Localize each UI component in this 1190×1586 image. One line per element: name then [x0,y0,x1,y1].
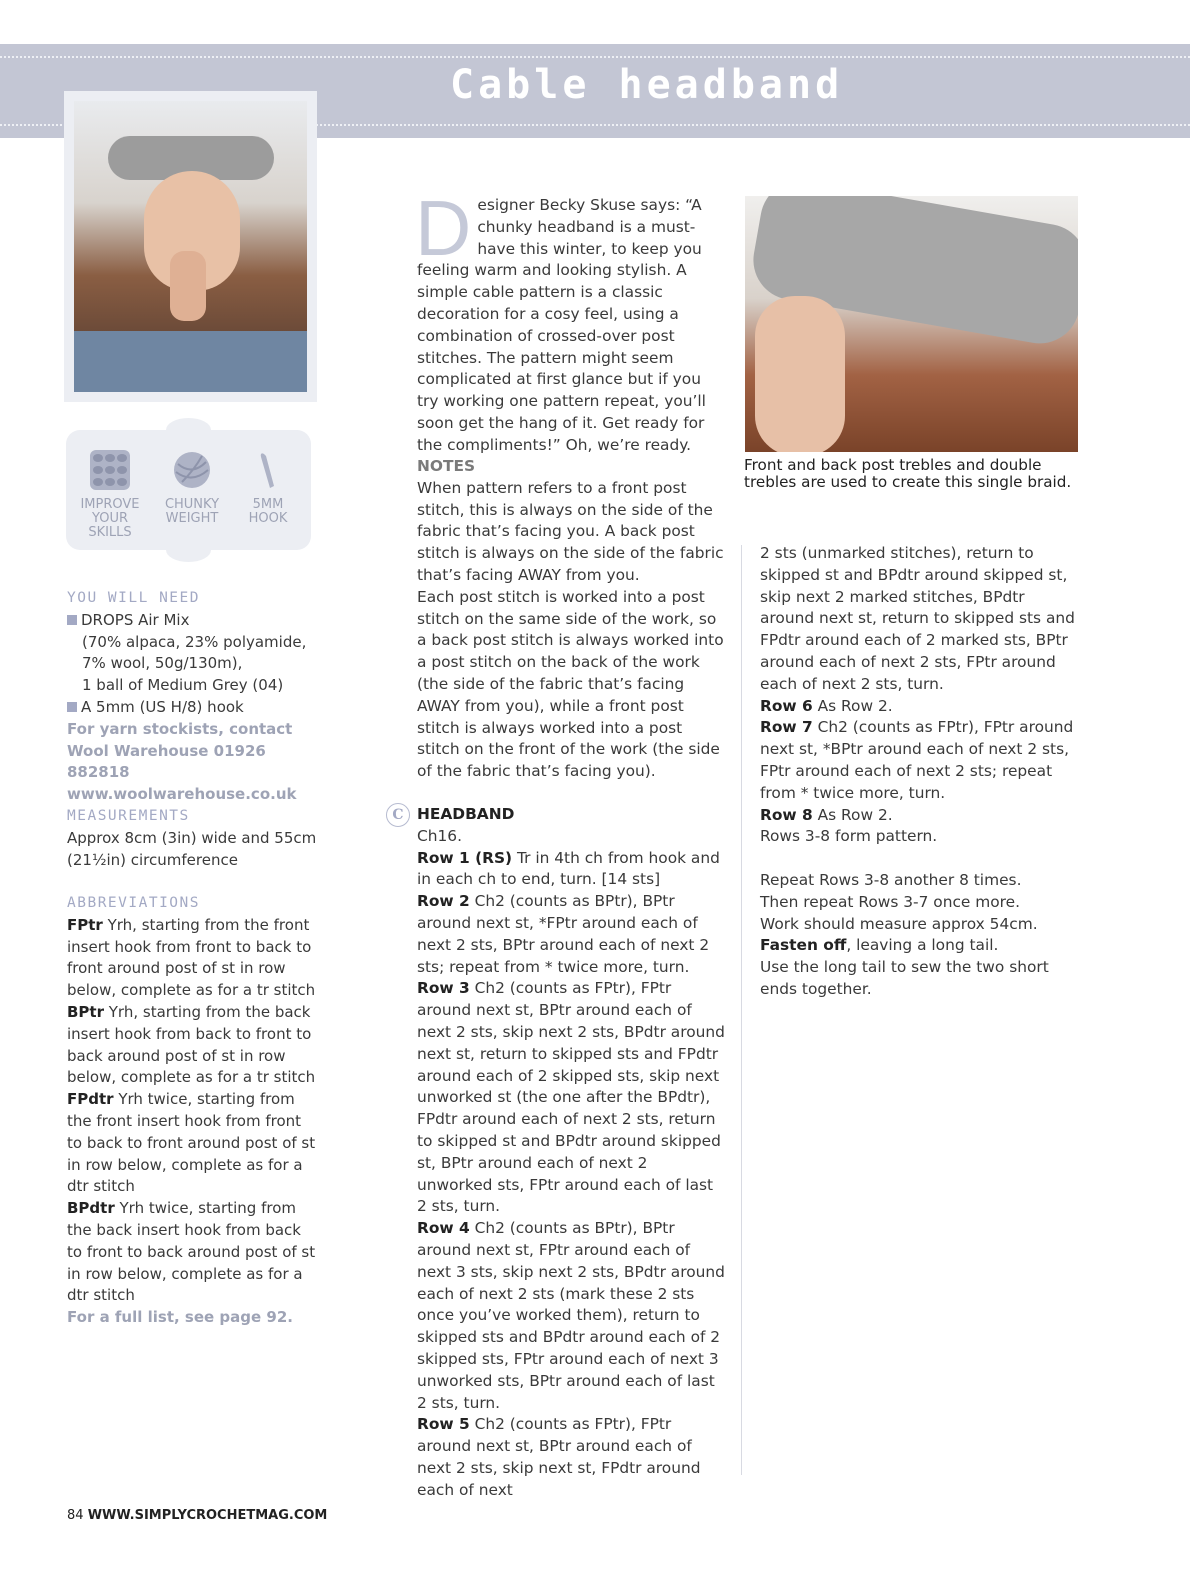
headband-pattern-col2 [760,543,1080,1001]
skill-improve-line2: YOUR SKILLS [88,511,132,540]
headband-pattern-col1 [417,804,727,1502]
yarn-ball-icon [172,450,212,490]
abbreviations-heading: ABBREVIATIONS [67,895,200,911]
skill-improve [70,450,150,540]
row-label: Row 1 (RS) [417,848,513,867]
row-label: Row 2 [417,892,470,911]
drop-cap: D [415,184,472,272]
badge-notch-top [166,418,211,442]
repeat-line-2: Then repeat Rows 3-7 once more. [760,892,1021,911]
repeat-line-1: Repeat Rows 3-8 another 8 times. [760,870,1022,889]
row-text: As Row 2. [812,805,893,824]
notes-paragraph-1: When pattern refers to a front post stitch, this is always on the side of the fabric that’s facing you. A back post stitch is always on the side of the fabric that’s facing AWAY from you. [417,478,724,584]
yarn-detail-1: (70% alpaca, 23% polyamide, [82,632,307,651]
hook-item [67,697,319,719]
row-label: Row 6 [760,696,813,715]
abbr-def: Yrh twice, starting from the front insert hook from front to back to front around post of st in row below, complete as for a dtr stitch [67,1090,316,1196]
skill-improve-label [70,498,150,540]
abbr-term: FPdtr [67,1090,114,1109]
row-text: As Row 2. [812,696,893,715]
row-text: Ch2 (counts as FPtr), FPtr around next st, BPtr around each of next 2 sts, skip next 2 sts, BPdtr around next st, return to skipped sts and FPdtr around each of 2 skipped sts, skip next unworked st (the one after the BPdtr), FPdtr around each of next 2 sts, return to skipped st and BPdtr around skipped st, BPtr around each of next 2 unworked sts, FPtr around each of last 2 sts, turn. [417,979,725,1216]
stockist-line-2: Wool Warehouse 01926 882818 [67,741,266,782]
abbr-def: Yrh twice, starting from the back insert hook from back to front to back around post of st in row below, complete as for a dtr stitch [67,1199,316,1305]
row-text: Ch2 (counts as FPtr), FPtr around next st, BPtr around each of next 2 sts, skip next st, FPdtr around each of next [417,1415,701,1499]
page-title: Cable headband [450,62,844,108]
skill-chunky-line2: WEIGHT [165,511,219,526]
crochet-hook-icon [248,450,288,490]
skill-chunky [152,450,232,526]
page-footer [67,1508,327,1523]
abbr-term: BPdtr [67,1199,115,1218]
abbr-bptr [67,1002,317,1089]
row-6 [760,696,1080,718]
foundation-chain: Ch16. [417,826,462,845]
row-label: Row 7 [760,718,813,737]
row-text: Ch2 (counts as FPtr), FPtr around next st, *BPtr around each of next 2 sts, FPtr around each of next 2 sts; repeat from * twice more, turn. [760,718,1074,802]
intro-text: esigner Becky Skuse says: “A chunky headband is a must-have this winter, to keep you feeling warm and looking stylish. A simple cable pattern is a classic decoration for a cosy feel, using a combination of crossed-over post stitches. The pattern might seem complicated at first glance but if you try working one pattern repeat, you’ll soon get the hang of it. Get ready for the compliments!” Oh, we’re ready. [417,196,706,454]
measurements-section [67,806,319,871]
row-label: Row 8 [760,805,813,824]
yarn-detail-3: 1 ball of Medium Grey (04) [82,676,284,695]
row-5-continued: 2 sts (unmarked stitches), return to skipped st and BPdtr around skipped st, skip next 2 marked stitches, BPdtr around next st, return to skipped sts and FPdtr around each of 2 marked sts, BPtr around each of next 2 sts, FPtr around each of next 2 sts, turn. [760,544,1075,693]
row-text: Ch2 (counts as BPtr), BPtr around next st, *FPtr around each of next 2 sts, BPtr around each of next 2 sts; repeat from * twice more, turn. [417,892,710,976]
fasten-off [760,935,1080,957]
photo-face-shape [755,296,845,452]
bullet-square [67,702,77,712]
intro-paragraph [415,184,727,457]
abbr-fpdtr [67,1089,317,1198]
abbr-term: FPtr [67,915,103,934]
row-label: Row 3 [417,979,470,998]
abbr-term: BPtr [67,1002,104,1021]
abbr-def: Yrh, starting from the front insert hook from front to back to front around post of st in row below, complete as for a tr stitch [67,915,316,1000]
skill-hook-line1: 5MM [252,497,284,512]
page-number: 84 [67,1508,84,1523]
skill-hook [228,450,308,526]
notes-section [417,456,727,783]
row-text: Ch2 (counts as BPtr), BPtr around next st, FPtr around each of next 3 sts, skip next 2 sts, BPdtr around each of next 2 sts (mark these 2 sts once you’ve worked them), return to skipped sts and BPdtr around each of 2 skipped sts, FPtr around each of next 3 unworked sts, BPtr around each of last 2 sts, turn. [417,1219,725,1412]
yarn-detail-2: 7% wool, 50g/130m), [82,654,243,673]
row-label: Row 5 [417,1415,470,1434]
stitches-icon [90,450,130,490]
fasten-label: Fasten off [760,936,847,955]
abbr-fptr [67,915,317,1002]
hook-name: A 5mm (US H/8) hook [81,697,244,716]
yarn-name: DROPS Air Mix [81,610,190,629]
photo-hand-shape [170,251,206,321]
abbreviations-section [67,893,317,1329]
stockist-url[interactable]: www.woolwarehouse.co.uk [67,785,297,804]
spacer [760,848,1080,870]
headband-closeup-photo [745,196,1078,452]
headband-heading: HEADBAND [417,805,515,823]
badge-notch-bottom [166,538,211,562]
footer-website[interactable]: WWW.SIMPLYCROCHETMAG.COM [87,1508,328,1523]
skill-chunky-label [152,498,232,526]
measurements-heading: MEASUREMENTS [67,808,190,824]
column-divider [741,545,742,1475]
skill-chunky-line1: CHUNKY [164,497,220,512]
row-8 [760,805,1080,827]
abbr-def: Yrh, starting from the back insert hook from back to front to back around post of st in row below, complete as for a tr stitch [67,1002,316,1087]
row-5 [417,1414,727,1501]
fasten-text: , leaving a long tail. [846,936,999,955]
stockist-line-1: For yarn stockists, contact [67,719,293,738]
skill-hook-label [228,498,308,526]
rows-pattern: Rows 3-8 form pattern. [760,827,938,846]
you-will-need-heading: YOU WILL NEED [67,590,200,606]
crochet-symbol-icon: C [386,803,410,827]
skill-improve-line1: IMPROVE [80,497,140,512]
model-photo [64,91,317,402]
photo-jacket-shape [74,331,307,392]
row-4 [417,1218,727,1414]
row-3 [417,978,727,1218]
row-2 [417,891,727,978]
skill-hook-line2: HOOK [248,511,288,526]
skill-badge [66,430,311,550]
banner-dotted-line-top [0,56,1190,58]
finishing-text: Use the long tail to sew the two short ends together. [760,958,1049,998]
notes-heading: NOTES [417,457,476,475]
model-photo-image [74,101,307,392]
abbr-bpdtr [67,1198,317,1307]
repeat-line-3: Work should measure approx 54cm. [760,914,1038,933]
row-text: Tr in 4th ch from hook and in each ch to end, turn. [14 sts] [417,848,720,889]
full-list-link[interactable]: For a full list, see page 92. [67,1308,293,1327]
row-1 [417,848,727,892]
bullet-square [67,615,77,625]
photo-caption: Front and back post trebles and double trebles are used to create this single braid. [744,456,1072,491]
measurements-text: Approx 8cm (3in) wide and 55cm (21½in) circumference [67,828,317,869]
you-will-need-section [67,588,319,806]
row-7 [760,717,1080,804]
row-label: Row 4 [417,1219,470,1238]
notes-paragraph-2: Each post stitch is worked into a post stitch on the same side of the work, so a back post stitch is always worked into a post stitch on the back of the work (the side of the fabric that’s facing AWAY from you), while a front post stitch is always worked into a post stitch on the front of the work (the side of the fabric that’s facing you). [417,587,724,781]
yarn-item [67,610,319,632]
